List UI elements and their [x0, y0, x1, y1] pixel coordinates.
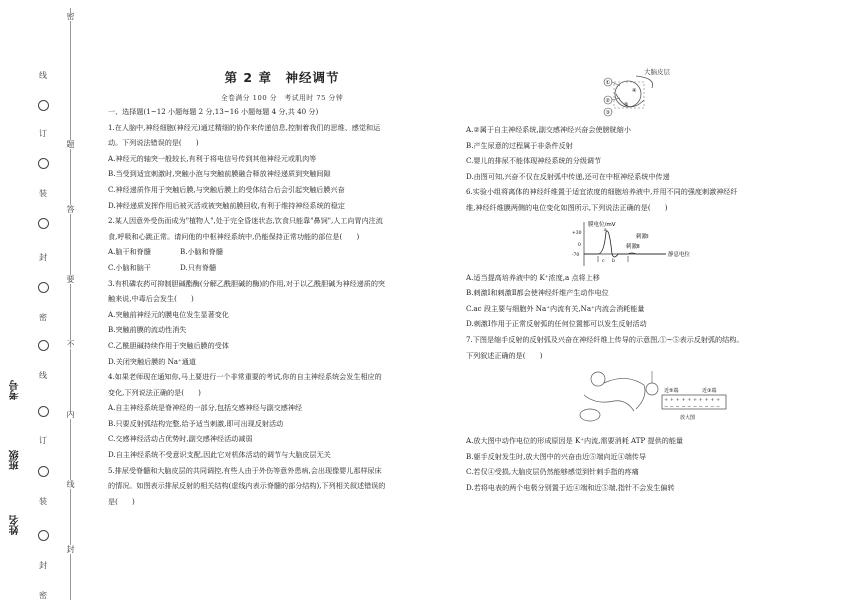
option-4a: A.自主神经系统是脊神经的一部分,包括交感神经与副交感神经	[108, 403, 303, 413]
svg-text:a: a	[604, 227, 607, 233]
margin-char: 装	[39, 497, 47, 506]
binding-hole	[38, 158, 49, 169]
svg-text:刺激Ⅰ: 刺激Ⅰ	[636, 233, 649, 240]
margin-char: 线	[39, 371, 47, 380]
question-4: 4.如果老师现在通知你,马上要进行一个非常重要的考试,你的自主神经系统会发生相应的变化,下列说法正确的是( )	[108, 372, 382, 397]
margin-char: 封	[66, 545, 75, 554]
options-row	[108, 260, 388, 276]
option-7d: D.若将电表的两个电极分别置于近④端和近⑤端,指针不会发生偏转	[466, 482, 675, 492]
svg-text:膜电位/mV: 膜电位/mV	[588, 221, 616, 228]
svg-text:b: b	[612, 258, 615, 264]
option-4d: D.自主神经系统不受意识支配,因此它对机体活动的调节与大脑皮层无关	[108, 450, 331, 460]
option-6b: B.刺激Ⅰ和刺激Ⅱ都会使神经纤维产生动作电位	[466, 288, 609, 298]
svg-text:+30: +30	[572, 230, 582, 236]
margin-char: 内	[66, 410, 75, 419]
svg-text:+ + + + + + + + + +: + + + + + + + + + +	[664, 397, 721, 404]
option-1b: B.当受到适宜刺激时,突触小泡与突触前膜融合释放神经递质到突触间隙	[108, 169, 331, 179]
option-5a: A.②属于自主神经系统,副交感神经兴奋会使膀胱缩小	[466, 125, 631, 134]
svg-text:c: c	[602, 258, 605, 264]
option-3b: B.突触前膜的流动性消失	[108, 325, 187, 335]
svg-text:⑤: ⑤	[624, 102, 629, 108]
option-6c: C.ac 段主要与细胞外 Na⁺内流有关,Na⁺内流会消耗能量	[466, 303, 645, 313]
question-1: 1.在人脑中,神经细胞(神经元)通过精细的协作来传递信息,控制着我们的思维、感觉和运动。下列说法错误的是( )	[108, 122, 381, 148]
margin-char: 线	[39, 71, 47, 80]
options-row	[108, 244, 388, 260]
name-label: 姓名	[10, 515, 21, 535]
option-7b: B.躯手反射发生时,放大图中的兴奋由近⑤端向近④端传导	[466, 451, 646, 461]
svg-text:刺激Ⅱ: 刺激Ⅱ	[626, 243, 640, 250]
svg-text:②: ②	[605, 98, 610, 104]
margin-char: 装	[39, 189, 47, 198]
binding-hole	[38, 406, 49, 417]
binding-hole	[38, 282, 49, 293]
question-5: 5.排尿受脊髓和大脑皮层的共同调控,有些人由于外伤等意外患病,会出现像婴儿那样尿床的情况。如图表示排尿反射的相关结构(虚线内表示脊髓的部分结构),下列相关叙述错误的是( )	[108, 465, 386, 506]
option-3a: A.突触前神经元的膜电位发生显著变化	[108, 309, 229, 319]
right-column	[466, 62, 746, 496]
option-4c: C.交感神经活动占优势时,副交感神经活动减弱	[108, 434, 253, 444]
withdrawal-reflex-figure	[466, 365, 746, 431]
option-1c: C.神经递质作用于突触后膜,与突触后膜上的受体结合后会引起突触后膜兴奋	[108, 184, 345, 194]
margin-char: 要	[66, 275, 75, 284]
margin-char: 密	[39, 313, 47, 322]
option-3c: C.乙酰胆碱持续作用于突触后膜的受体	[108, 340, 229, 350]
membrane-potential-figure	[466, 218, 746, 268]
question-2: 2.某人因意外受伤而成为"植物人",处于完全昏迷状态,饮食只能靠"鼻饲",人工向胃内注流食,呼吸和心跳正常。请问他的中枢神经系统中,仍能保持正常功能的部位是( )	[108, 216, 383, 241]
svg-text:④: ④	[632, 88, 637, 94]
margin-char: 答	[66, 205, 75, 214]
option-2d: D.只有脊髓	[180, 262, 217, 272]
option-2c: C.小脑和脑干	[108, 262, 151, 272]
margin-char: 订	[39, 129, 47, 138]
margin-char: 密	[66, 12, 75, 21]
svg-text:静息电位: 静息电位	[668, 251, 691, 258]
binding-hole	[38, 340, 49, 351]
margin-char: 密	[39, 591, 47, 600]
svg-text:放大图: 放大图	[680, 415, 696, 422]
margin-char: 封	[39, 561, 47, 570]
option-6d: D.刺激Ⅰ作用于正常反射弧的任何位置都可以发生反射活动	[466, 319, 647, 329]
margin-char: 不	[66, 340, 75, 349]
option-7a: A.放大图中动作电位的形成原因是 K⁺内流,需要消耗 ATP 提供的能量	[466, 436, 684, 446]
svg-text:0: 0	[578, 242, 581, 248]
option-6a: A.适当提高培养液中的 K⁺浓度,a 点将上移	[466, 272, 600, 282]
fig1-label: 大脑皮层	[644, 68, 670, 76]
svg-text:近③端: 近③端	[702, 388, 717, 395]
binding-line	[70, 8, 71, 600]
page-subtitle: 全卷满分 100 分 考试用时 75 分钟	[220, 94, 344, 102]
option-7c: C.若仅④受损,大脑皮层仍然能够感觉到针刺手指的疼痛	[466, 467, 639, 477]
section-heading: 一、选择题(1~12 小题每题 2 分,13~16 小题每题 4 分,共 40 分)	[108, 107, 319, 116]
margin-char: 题	[66, 140, 75, 149]
question-3: 3.有机磷农药可抑制胆碱酯酶(分解乙酰胆碱的酶)的作用,对于以乙酰胆碱为神经递质的突触来说,中毒后会发生( )	[108, 278, 386, 304]
class-label: 班级	[10, 450, 21, 470]
binding-hole	[38, 466, 49, 477]
exam-number-label: 考号	[10, 380, 21, 400]
svg-text:①: ①	[605, 80, 610, 86]
binding-hole	[38, 530, 49, 541]
margin-char: 订	[39, 436, 47, 445]
margin-char: 封	[39, 253, 47, 262]
option-1a: A.神经元的轴突一般较长,有利于将电信号传到其他神经元或肌肉等	[108, 153, 317, 163]
option-3d: D.关闭突触后膜的 Na⁺通道	[108, 356, 196, 366]
option-4b: B.只要反射弧结构完整,给予适当刺激,即可出现反射活动	[108, 418, 284, 428]
option-5c: C.婴儿的排尿不能体现神经系统的分级调节	[466, 156, 602, 166]
svg-text:-70: -70	[572, 252, 580, 258]
option-5b: B.产生尿意的过程属于非条件反射	[466, 140, 573, 150]
page-title: 第 2 章 神经调节	[224, 70, 340, 85]
question-6: 6.实验小组将离体的神经纤维置于适宜浓度的细胞培养液中,并用不同的强度刺激神经纤维,神经纤维膜两侧的电位变化如图所示,下列说法正确的是( )	[466, 187, 738, 212]
binding-hole	[38, 100, 49, 111]
option-2b: B.小脑和脊髓	[180, 247, 223, 257]
binding-hole	[38, 218, 49, 229]
reflex-diagram-figure	[466, 64, 746, 120]
margin-char: 线	[66, 480, 75, 489]
option-5d: D.由图可知,兴奋不仅在反射弧中传递,还可在中枢神经系统中传递	[466, 171, 670, 181]
question-7: 7.下图是缩手反射的反射弧及兴奋在神经纤维上传导的示意图,①~⑤表示反射弧的结构。下列叙述正确的是( )	[466, 334, 744, 360]
left-column	[108, 104, 388, 509]
svg-text:近⑤端: 近⑤端	[664, 388, 679, 395]
svg-text:③: ③	[605, 110, 610, 116]
option-1d: D.神经递质发挥作用后被灭活或被突触前膜回收,有利于维持神经系统的稳定	[108, 200, 345, 210]
option-2a: A.脑干和脊髓	[108, 247, 151, 257]
svg-text:− − − − − − − − − −: − − − − − − − − − −	[664, 404, 721, 411]
binding-margin	[0, 0, 92, 608]
